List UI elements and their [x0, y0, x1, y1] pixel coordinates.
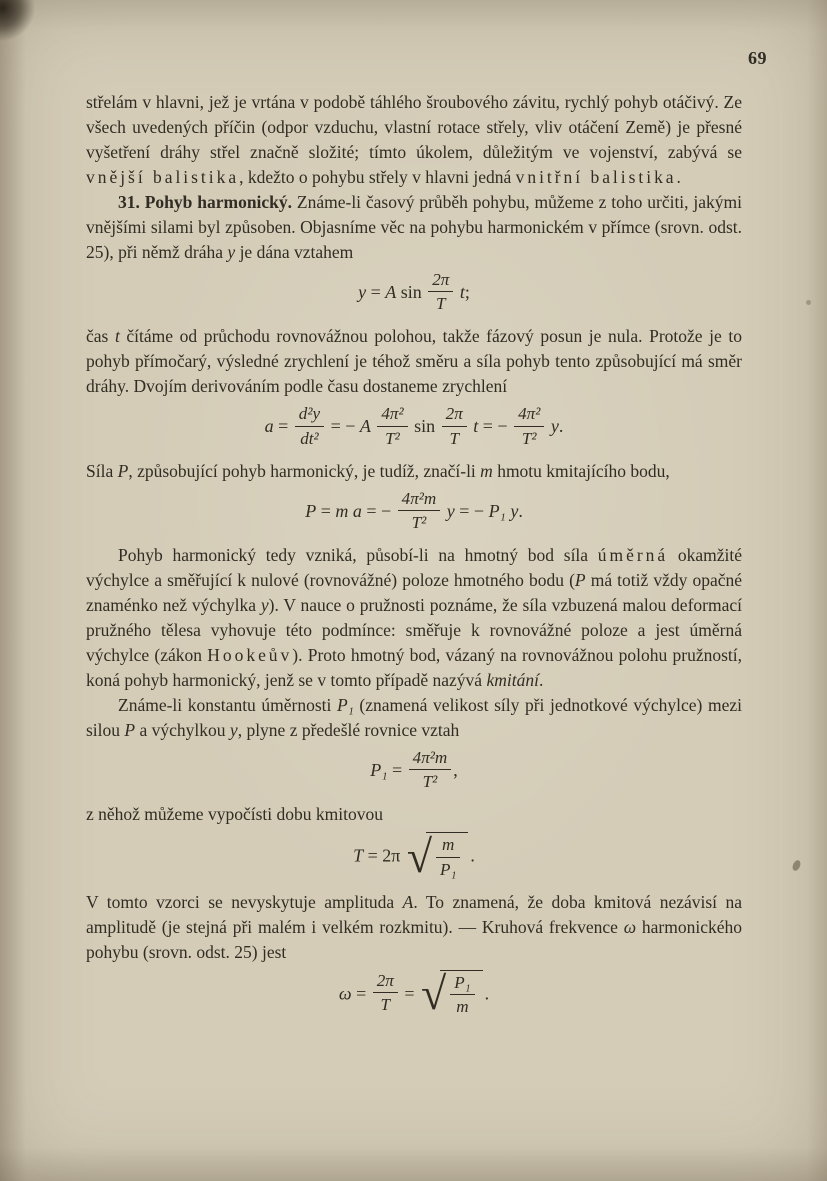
fraction-denominator: m [456, 996, 469, 1016]
radical-sign-icon: √ [421, 968, 447, 1020]
math-text: = [366, 281, 386, 302]
radical-sign-icon: √ [406, 830, 433, 882]
fraction-denominator: T² [521, 428, 537, 448]
math-text [371, 416, 376, 436]
math-text: , [453, 759, 458, 780]
fraction-denominator: P₁ [440, 859, 457, 879]
text-run-normal: , kdežto o pohybu střely v hlavni jedná [239, 167, 516, 188]
text-run-normal: . To znamená, že doba kmitová nezávisí na amplitudě (je stejná při malém i velkém rozkmitu). — Kruhová frekvence [86, 891, 742, 937]
text-run-normal: má totiž vždy opačné znaménko než výchylka [86, 570, 742, 616]
fraction-numerator: 4π²m [398, 489, 441, 511]
fraction-denominator: T [436, 294, 446, 314]
formula-displacement [86, 272, 742, 315]
text-run-italic: ω [623, 916, 637, 937]
fraction-numerator: P₁ [450, 973, 474, 995]
text-run-normal: Známe-li konstantu úměrnosti [118, 695, 338, 716]
math-variable: t [455, 281, 465, 302]
para-section-31 [86, 190, 742, 265]
formula-period [86, 830, 742, 882]
math-variable: y [442, 500, 455, 521]
fraction-numerator: 2π [428, 270, 453, 292]
fraction-denominator: dt² [300, 428, 319, 448]
fraction [398, 489, 441, 532]
text-run-italic: y [260, 595, 269, 616]
text-run-bold: 31. Pohyb harmonický. [118, 192, 293, 213]
text-run-italic: A [402, 891, 414, 912]
math-variable: ω [338, 983, 352, 1004]
para-amplitude [86, 890, 742, 965]
formula-p1 [86, 750, 742, 793]
text-run-italic: y [227, 242, 236, 263]
fraction [409, 748, 452, 791]
math-variable: t [468, 416, 479, 437]
math-variable: T [353, 845, 364, 866]
text-run-normal: a výchylkou [135, 720, 230, 741]
math-variable: P₁ [370, 759, 388, 780]
fraction-denominator: T [449, 428, 459, 448]
math-variable: A [385, 281, 397, 302]
math-text: = − [478, 416, 513, 437]
para-phase [86, 324, 742, 399]
text-run-italic: y [229, 720, 238, 741]
text-run-italic: P [117, 460, 129, 481]
fraction-numerator: 4π² [377, 404, 407, 426]
math-text: sin [409, 416, 440, 437]
fraction-numerator: d²y [295, 404, 324, 426]
text-run-normal: čas [86, 326, 115, 347]
text-run-normal: ). V nauce o pružnosti poznáme, že síla vzbuzená malou deformací pružného tělesa vyhovuje této podmínce: směřuje k rovnovážné poloze a jest úměrná výchylce (zákon [86, 595, 742, 666]
fraction [514, 404, 544, 447]
math-variable: A [359, 416, 371, 437]
text-run-spaced: Hookeův [207, 645, 293, 666]
text-run-italic: m [480, 460, 493, 481]
math-text: = [399, 983, 420, 1004]
math-text: = − [361, 500, 396, 521]
math-text: . [518, 500, 523, 521]
text-run-normal: Síla [86, 460, 118, 481]
text-run-normal: , způsobující pohyb harmonický, je tudíž, značí-li [128, 460, 481, 481]
fraction-denominator: T² [385, 428, 400, 448]
math-text: = − [454, 500, 489, 521]
math-text: . [558, 416, 564, 437]
radicand [440, 970, 482, 1016]
text-run-spaced: vnější balistika [86, 167, 240, 188]
text-run-normal: . [538, 670, 544, 691]
fraction-numerator: 4π²m [409, 748, 452, 770]
math-text: . [470, 845, 475, 866]
formula-angular-frequency [86, 968, 742, 1020]
text-run-italic: kmitání [486, 670, 539, 691]
text-run-normal: hmotu kmitajícího bodu, [492, 460, 670, 481]
math-text: = 2π [363, 845, 405, 866]
fraction [373, 971, 398, 1014]
text-run-normal: střelám v hlavni, jež je vrtána v podobě táhlého šroubového závitu, rychlý pohyb otáčivý. Ze všech uvedených příčin (odpor vzduchu, vlastní rotace střely, vliv otáčení Země) je přesné vyšetření dráhy střel značně složité; tímto úkolem, důležitým ve vojenství, zabývá se [86, 92, 742, 163]
math-variable: m a [335, 500, 362, 521]
math-variable: y [546, 416, 559, 437]
math-variable: y [358, 281, 367, 302]
formula-acceleration [86, 406, 742, 449]
fraction [377, 404, 407, 447]
text-run-italic: P [124, 720, 136, 741]
fraction [436, 835, 460, 878]
text-run-normal: harmonického pohybu (srovn. odst. 25) jest [86, 916, 742, 962]
math-text: = − [326, 416, 360, 437]
fraction [450, 973, 474, 1016]
text-run-normal: Známe-li časový průběh pohybu, můžeme z toho určiti, jakými vnějšími silami byl způsoben. Objasníme věc na pohybu harmonickém v přímce (srovn. odst. 25), při němž dráha [86, 192, 742, 263]
math-variable: a [264, 416, 274, 437]
fraction-numerator: 4π² [514, 404, 544, 426]
fraction-numerator: m [436, 835, 460, 857]
square-root [421, 968, 483, 1020]
fraction-denominator: T² [422, 772, 438, 792]
page-content [86, 90, 742, 1027]
math-text: . [484, 983, 490, 1004]
text-run-normal: (znamená velikost síly při jednotkové výchylce) mezi silou [86, 695, 743, 741]
text-run-italic: P [574, 570, 586, 591]
math-text: ; [464, 281, 470, 302]
math-variable: P [305, 500, 317, 521]
text-run-normal: okamžité výchylce a směřující k nulové (rovnovážné) poloze hmotného bodu ( [86, 545, 742, 591]
text-run-normal: , plyne z předešlé rovnice vztah [237, 720, 460, 741]
scan-artifact [791, 859, 802, 872]
text-run-italic: t [114, 326, 120, 347]
math-text: = [273, 416, 293, 437]
math-text: = [387, 759, 407, 780]
text-run-spaced: vnitřní balistika [515, 167, 677, 188]
text-run-normal: . [676, 167, 681, 188]
text-run-italic: P₁ [337, 695, 354, 716]
text-run-normal: z něhož můžeme vypočísti dobu kmitovou [86, 804, 383, 825]
radicand [426, 832, 468, 878]
para-harmonic-origin [86, 543, 742, 693]
page-number: 69 [748, 48, 767, 68]
text-run-spaced: úměrná [597, 545, 669, 566]
text-run-normal: V tomto vzorci se nevyskytuje amplituda [86, 891, 403, 912]
para-force [86, 459, 742, 484]
scan-artifact [806, 300, 811, 305]
math-text: = [316, 500, 336, 521]
text-run-normal: Pohyb harmonický tedy vzniká, působí-li na hmotný bod síla [118, 545, 598, 566]
math-text: = [351, 983, 371, 1004]
fraction-numerator: 2π [373, 971, 398, 993]
fraction-denominator: T² [411, 512, 427, 532]
square-root [406, 830, 469, 882]
para-external-ballistics [86, 90, 742, 190]
fraction-numerator: 2π [442, 404, 467, 426]
math-variable: P₁ y [488, 500, 519, 521]
text-run-normal: je dána vztahem [235, 242, 354, 263]
math-text: sin [396, 281, 427, 302]
fraction-denominator: T [380, 995, 391, 1015]
text-run-normal: čítáme od průchodu rovnovážnou polohou, takže fázový posun je nula. Protože je to pohyb přímočarý, výsledné zrychlení je téhož směru a síla pohyb tento způsobující má směr dráhy. Dvojím derivováním podle času dostaneme zrychlení [86, 326, 742, 397]
fraction [442, 404, 467, 447]
para-proportionality-constant [86, 693, 742, 743]
fraction [295, 404, 324, 447]
formula-force [86, 488, 742, 534]
para-period-intro [86, 802, 742, 827]
text-run-normal: ). Proto hmotný bod, vázaný na rovnovážnou polohu pružností, koná pohyb harmonický, jenž se v tomto případě nazývá [86, 645, 743, 691]
fraction [428, 270, 453, 313]
